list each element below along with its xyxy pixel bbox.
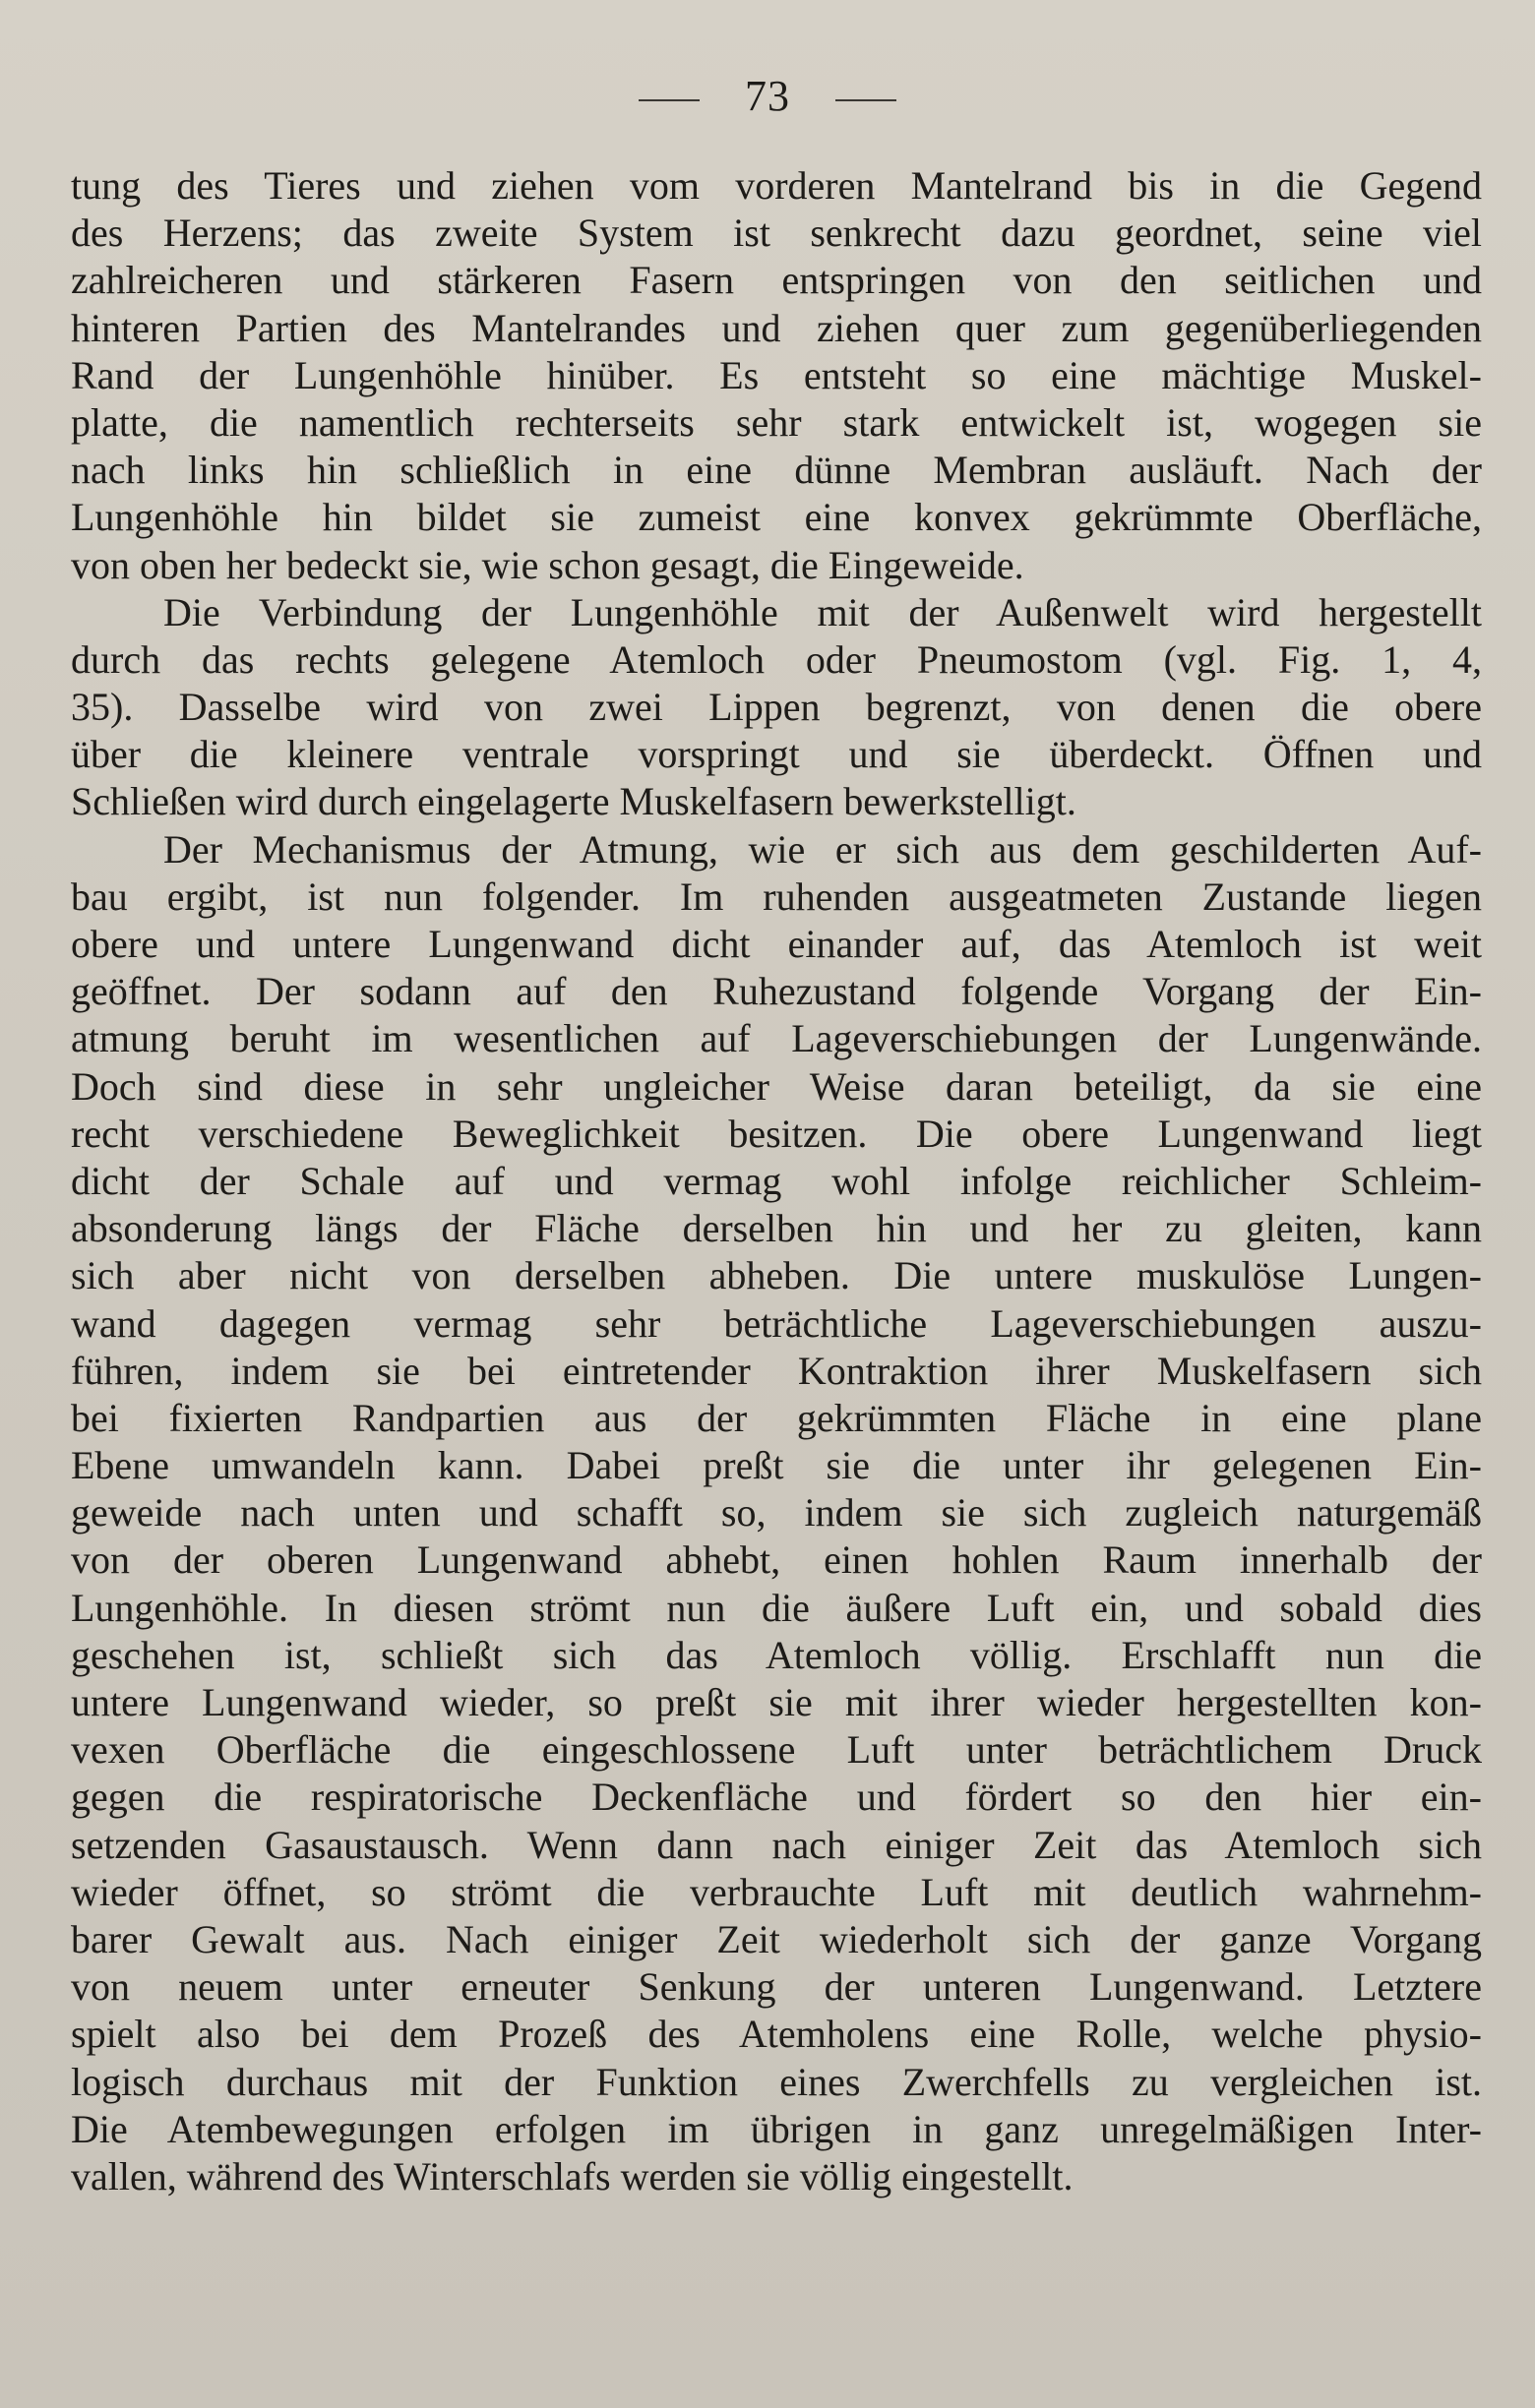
text-line: logisch durchaus mit der Funktion eines Zwerchfells zu vergleichen ist.: [71, 2059, 1482, 2104]
text-line: über die kleinere ventrale vorspringt und sie überdeckt. Öffnen und: [71, 732, 1482, 777]
text-line: wand dagegen vermag sehr beträchtliche Lageverschiebungen auszu-: [71, 1300, 1482, 1346]
text-line: Ebene umwandeln kann. Dabei preßt sie die unter ihr gelegenen Ein-: [71, 1443, 1482, 1488]
text-line: setzenden Gasaustausch. Wenn dann nach einiger Zeit das Atemloch sich: [71, 1822, 1482, 1867]
text-line: geschehen ist, schließt sich das Atemloch völlig. Erschlafft nun die: [71, 1632, 1482, 1677]
text-line: durch das rechts gelegene Atemloch oder Pneumostom (vgl. Fig. 1, 4,: [71, 636, 1482, 682]
page-header: [0, 71, 1535, 121]
text-line: spielt also bei dem Prozeß des Atemholens eine Rolle, welche physio-: [71, 2012, 1482, 2057]
text-line: vexen Oberfläche die eingeschlossene Luft unter beträchtlichem Druck: [71, 1727, 1482, 1773]
text-line: Die Atembewegungen erfolgen im übrigen in ganz unregelmäßigen Inter-: [71, 2106, 1482, 2151]
text-line: barer Gewalt aus. Nach einiger Zeit wiederholt sich der ganze Vorgang: [71, 1916, 1482, 1961]
text-line: Der Mechanismus der Atmung, wie er sich aus dem geschilderten Auf-: [163, 826, 1482, 872]
text-line: nach links hin schließlich in eine dünne Membran ausläuft. Nach der: [71, 448, 1482, 493]
text-line: Rand der Lungenhöhle hinüber. Es entsteht so eine mächtige Muskel-: [71, 352, 1482, 397]
text-line: tung des Tieres und ziehen vom vorderen Mantelrand bis in die Gegend: [71, 163, 1482, 208]
text-line: hinteren Partien des Mantelrandes und ziehen quer zum gegenüberliegenden: [71, 305, 1482, 350]
text-line: geweide nach unten und schafft so, indem sie sich zugleich naturgemäß: [71, 1490, 1482, 1535]
header-dash-right: [835, 99, 896, 101]
text-line: des Herzens; das zweite System ist senkrecht dazu geordnet, seine viel: [71, 211, 1482, 256]
text-line: vallen, während des Winterschlafs werden sie völlig eingestellt.: [71, 2153, 1074, 2198]
text-line: führen, indem sie bei eintretender Kontraktion ihrer Muskelfasern sich: [71, 1348, 1482, 1393]
text-line: Lungenhöhle hin bildet sie zumeist eine konvex gekrümmte Oberfläche,: [71, 495, 1482, 540]
text-line: atmung beruht im wesentlichen auf Lageverschiebungen der Lungenwände.: [71, 1016, 1482, 1061]
page-number: 73: [745, 72, 790, 120]
text-line: obere und untere Lungenwand dicht einander auf, das Atemloch ist weit: [71, 922, 1482, 966]
text-line: bei fixierten Randpartien aus der gekrümmten Fläche in eine plane: [71, 1395, 1482, 1440]
text-line: 35). Dasselbe wird von zwei Lippen begrenzt, von denen die obere: [71, 685, 1482, 730]
body-text: [71, 162, 1482, 2200]
text-line: gegen die respiratorische Deckenfläche und fördert so den hier ein-: [71, 1775, 1482, 1820]
text-line: von neuem unter erneuter Senkung der unteren Lungenwand. Letztere: [71, 1964, 1482, 2010]
text-line: dicht der Schale auf und vermag wohl infolge reichlicher Schleim-: [71, 1158, 1482, 1203]
text-line: bau ergibt, ist nun folgender. Im ruhenden ausgeatmeten Zustande liegen: [71, 873, 1482, 919]
header-dash-left: [639, 99, 700, 101]
text-line: absonderung längs der Fläche derselben hin und her zu gleiten, kann: [71, 1206, 1482, 1251]
text-line: geöffnet. Der sodann auf den Ruhezustand folgende Vorgang der Ein-: [71, 969, 1482, 1014]
text-line: Die Verbindung der Lungenhöhle mit der Außenwelt wird hergestellt: [163, 589, 1482, 634]
text-line: platte, die namentlich rechterseits sehr stark entwickelt ist, wogegen sie: [71, 399, 1482, 445]
text-line: von der oberen Lungenwand abhebt, einen hohlen Raum innerhalb der: [71, 1537, 1482, 1583]
text-line: Lungenhöhle. In diesen strömt nun die äußere Luft ein, und sobald dies: [71, 1585, 1482, 1630]
text-line: sich aber nicht von derselben abheben. Die untere muskulöse Lungen-: [71, 1253, 1482, 1298]
text-line: zahlreicheren und stärkeren Fasern entspringen von den seitlichen und: [71, 258, 1482, 303]
text-line: wieder öffnet, so strömt die verbrauchte Luft mit deutlich wahrnehm-: [71, 1869, 1482, 1914]
text-line: Schließen wird durch eingelagerte Muskelfasern bewerkstelligt.: [71, 779, 1076, 824]
text-line: von oben her bedeckt sie, wie schon gesagt, die Eingeweide.: [71, 542, 1024, 587]
text-line: Doch sind diese in sehr ungleicher Weise daran beteiligt, da sie eine: [71, 1063, 1482, 1109]
text-line: recht verschiedene Beweglichkeit besitzen. Die obere Lungenwand liegt: [71, 1111, 1482, 1156]
text-line: untere Lungenwand wieder, so preßt sie mit ihrer wieder hergestellten kon-: [71, 1680, 1482, 1724]
